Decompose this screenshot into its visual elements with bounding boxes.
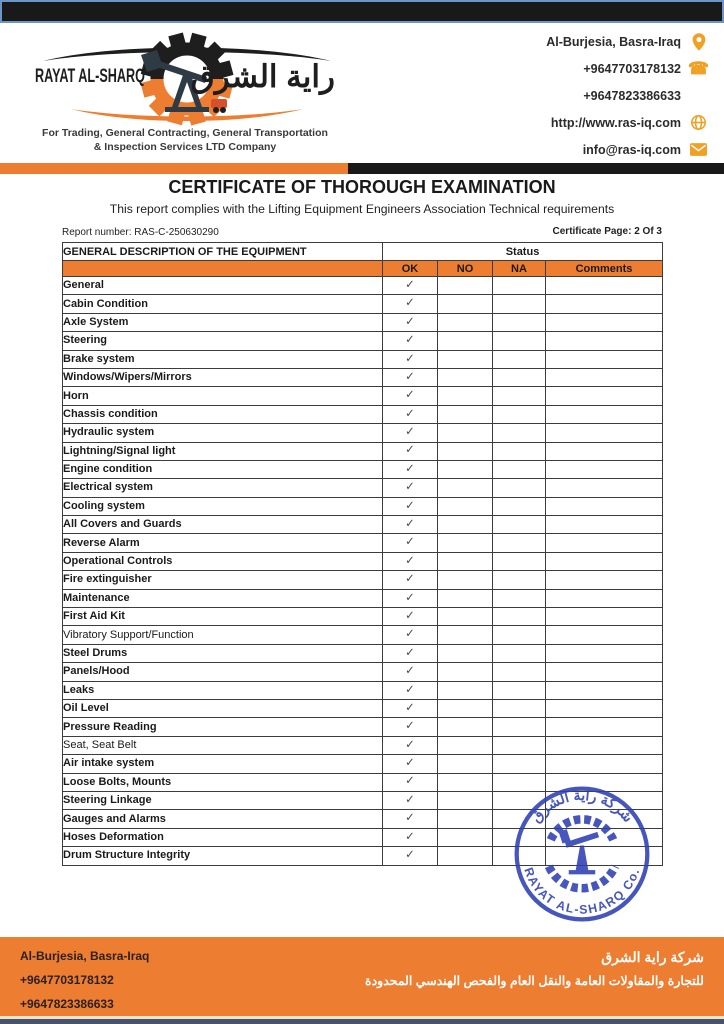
equipment-item-label: Windows/Wipers/Mirrors (63, 368, 383, 386)
equipment-item-label: Vibratory Support/Function (63, 626, 383, 644)
status-cell-comments (546, 387, 663, 405)
status-cell-na (493, 516, 546, 534)
equipment-item-label: Cabin Condition (63, 295, 383, 313)
equipment-item-label: Seat, Seat Belt (63, 736, 383, 754)
table-row (63, 626, 663, 644)
status-cell-ok-checked: ✓ (383, 718, 438, 736)
status-cell-ok-checked: ✓ (383, 387, 438, 405)
status-cell-na (493, 552, 546, 570)
status-cell-ok-checked: ✓ (383, 534, 438, 552)
table-row (63, 313, 663, 331)
status-cell-no (438, 332, 493, 350)
table-row (63, 295, 663, 313)
equipment-item-label: Axle System (63, 313, 383, 331)
column-header-comments: Comments (546, 261, 663, 277)
status-cell-na (493, 295, 546, 313)
status-cell-ok-checked: ✓ (383, 755, 438, 773)
status-cell-no (438, 387, 493, 405)
status-cell-no (438, 755, 493, 773)
status-cell-no (438, 460, 493, 478)
status-cell-ok-checked: ✓ (383, 847, 438, 865)
status-cell-no (438, 828, 493, 846)
status-cell-no (438, 608, 493, 626)
footer-company-name-ar: شركة راية الشرق (601, 949, 704, 965)
equipment-item-label: All Covers and Guards (63, 516, 383, 534)
status-cell-ok-checked: ✓ (383, 791, 438, 809)
table-row (63, 405, 663, 423)
equipment-item-label: Brake system (63, 350, 383, 368)
status-cell-ok-checked: ✓ (383, 681, 438, 699)
contact-email[interactable] (546, 136, 708, 163)
table-row (63, 571, 663, 589)
equipment-item-label: Steering (63, 332, 383, 350)
stamp-arabic-text: شركة راية الشرق (528, 787, 636, 826)
status-cell-comments (546, 589, 663, 607)
equipment-item-label: Leaks (63, 681, 383, 699)
status-cell-comments (546, 681, 663, 699)
status-cell-no (438, 497, 493, 515)
status-cell-no (438, 589, 493, 607)
status-cell-ok-checked: ✓ (383, 516, 438, 534)
status-cell-na (493, 589, 546, 607)
status-header: Status (383, 243, 663, 261)
status-cell-na (493, 350, 546, 368)
report-number: Report number: RAS-C-250630290 (62, 227, 219, 238)
equipment-item-label: Hoses Deformation (63, 828, 383, 846)
globe-icon (689, 113, 708, 132)
column-header-na: NA (493, 261, 546, 277)
description-header-orange-cell (63, 261, 383, 277)
status-cell-na (493, 313, 546, 331)
status-cell-no (438, 534, 493, 552)
equipment-item-label: Lightning/Signal light (63, 442, 383, 460)
status-cell-na (493, 424, 546, 442)
status-cell-ok-checked: ✓ (383, 626, 438, 644)
equipment-item-label: Loose Bolts, Mounts (63, 773, 383, 791)
status-cell-ok-checked: ✓ (383, 608, 438, 626)
status-cell-ok-checked: ✓ (383, 424, 438, 442)
equipment-item-label: Cooling system (63, 497, 383, 515)
equipment-item-label: Gauges and Alarms (63, 810, 383, 828)
table-row (63, 368, 663, 386)
status-cell-ok-checked: ✓ (383, 773, 438, 791)
status-cell-comments (546, 552, 663, 570)
status-cell-comments (546, 755, 663, 773)
certificate-page-label: Certificate Page: 2 Of 3 (552, 226, 662, 237)
footer-phone2: +9647823386633 (20, 997, 114, 1011)
bottom-navy-strip (0, 1019, 724, 1024)
status-cell-comments (546, 534, 663, 552)
status-cell-no (438, 442, 493, 460)
equipment-item-label: Drum Structure Integrity (63, 847, 383, 865)
equipment-item-label: Hydraulic system (63, 424, 383, 442)
status-cell-na (493, 608, 546, 626)
column-header-ok: OK (383, 261, 438, 277)
contact-address (546, 28, 708, 55)
status-cell-na (493, 277, 546, 295)
equipment-item-label: Electrical system (63, 479, 383, 497)
status-cell-ok-checked: ✓ (383, 277, 438, 295)
status-cell-na (493, 644, 546, 662)
status-cell-na (493, 534, 546, 552)
equipment-item-label: Steel Drums (63, 644, 383, 662)
contact-website-text[interactable]: http://www.ras-iq.com (550, 115, 681, 130)
status-cell-comments (546, 644, 663, 662)
status-cell-comments (546, 516, 663, 534)
status-cell-na (493, 699, 546, 717)
table-row (63, 589, 663, 607)
status-cell-na (493, 497, 546, 515)
status-cell-no (438, 699, 493, 717)
table-row (63, 736, 663, 754)
footer-address: Al-Burjesia, Basra-Iraq (20, 949, 150, 963)
equipment-item-label: Pressure Reading (63, 718, 383, 736)
status-cell-comments (546, 626, 663, 644)
status-cell-comments (546, 718, 663, 736)
equipment-item-label: Steering Linkage (63, 791, 383, 809)
footer-phone1: +9647703178132 (20, 973, 114, 987)
status-cell-na (493, 663, 546, 681)
equipment-item-label: Oil Level (63, 699, 383, 717)
status-cell-no (438, 277, 493, 295)
status-cell-ok-checked: ✓ (383, 552, 438, 570)
status-cell-no (438, 571, 493, 589)
status-cell-ok-checked: ✓ (383, 405, 438, 423)
status-cell-ok-checked: ✓ (383, 350, 438, 368)
status-cell-comments (546, 571, 663, 589)
equipment-item-label: Chassis condition (63, 405, 383, 423)
status-cell-ok-checked: ✓ (383, 828, 438, 846)
contact-website[interactable] (546, 109, 708, 136)
status-cell-ok-checked: ✓ (383, 368, 438, 386)
stamp-gear-and-pump-icon (549, 819, 615, 888)
status-cell-comments (546, 405, 663, 423)
table-row (63, 479, 663, 497)
table-header-row-2 (63, 261, 663, 277)
status-cell-no (438, 405, 493, 423)
status-cell-no (438, 847, 493, 865)
equipment-item-label: Engine condition (63, 460, 383, 478)
location-pin-icon (689, 32, 708, 51)
equipment-inspection-table (62, 242, 663, 866)
equipment-table-body (63, 277, 663, 866)
table-row (63, 718, 663, 736)
column-header-no: NO (438, 261, 493, 277)
status-cell-ok-checked: ✓ (383, 699, 438, 717)
status-cell-ok-checked: ✓ (383, 479, 438, 497)
divider-orange-bar (0, 163, 348, 174)
company-logo (35, 29, 335, 129)
table-row (63, 332, 663, 350)
status-cell-ok-checked: ✓ (383, 663, 438, 681)
table-row (63, 387, 663, 405)
equipment-item-label: Maintenance (63, 589, 383, 607)
status-cell-ok-checked: ✓ (383, 571, 438, 589)
tagline-line1: For Trading, General Contracting, General Transportation (42, 127, 328, 139)
contact-email-text[interactable]: info@ras-iq.com (582, 142, 681, 157)
table-row (63, 608, 663, 626)
status-cell-comments (546, 424, 663, 442)
envelope-icon (689, 140, 708, 159)
equipment-item-label: Horn (63, 387, 383, 405)
status-cell-no (438, 552, 493, 570)
contact-phone2-text: +9647823386633 (583, 88, 681, 103)
phone-icon: ☎ (687, 59, 710, 78)
table-header-row-1 (63, 243, 663, 261)
status-cell-na (493, 626, 546, 644)
status-cell-na (493, 442, 546, 460)
table-row (63, 644, 663, 662)
equipment-item-label: Operational Controls (63, 552, 383, 570)
equipment-item-label: Air intake system (63, 755, 383, 773)
status-cell-no (438, 810, 493, 828)
table-row (63, 460, 663, 478)
table-row (63, 699, 663, 717)
status-cell-no (438, 368, 493, 386)
table-row (63, 552, 663, 570)
status-cell-ok-checked: ✓ (383, 736, 438, 754)
status-cell-na (493, 755, 546, 773)
status-cell-na (493, 405, 546, 423)
status-cell-no (438, 516, 493, 534)
status-cell-comments (546, 295, 663, 313)
company-name-ar: راية الشرق (190, 59, 335, 94)
status-cell-comments (546, 736, 663, 754)
status-cell-comments (546, 332, 663, 350)
table-row (63, 497, 663, 515)
status-cell-ok-checked: ✓ (383, 644, 438, 662)
status-cell-comments (546, 460, 663, 478)
status-cell-na (493, 718, 546, 736)
table-row (63, 681, 663, 699)
equipment-item-label: First Aid Kit (63, 608, 383, 626)
status-cell-comments (546, 608, 663, 626)
status-cell-no (438, 663, 493, 681)
empty-icon-slot (689, 86, 708, 105)
status-cell-no (438, 295, 493, 313)
status-cell-comments (546, 497, 663, 515)
status-cell-ok-checked: ✓ (383, 332, 438, 350)
status-cell-comments (546, 368, 663, 386)
equipment-item-label: General (63, 277, 383, 295)
svg-text:شركة راية الشرق (528, 788, 636, 826)
contact-block (546, 28, 708, 163)
footer-bar (0, 937, 724, 1016)
status-cell-no (438, 773, 493, 791)
footer-contact-block (20, 944, 149, 1016)
status-cell-no (438, 644, 493, 662)
status-cell-na (493, 479, 546, 497)
logo-graphic (35, 29, 335, 129)
status-cell-ok-checked: ✓ (383, 497, 438, 515)
status-cell-na (493, 571, 546, 589)
status-cell-na (493, 332, 546, 350)
footer-company-desc-ar: للتجارة والمقاولات العامة والنقل العام والفحص الهندسي المحدودة (365, 974, 704, 988)
footer-company-arabic-block (365, 945, 704, 993)
contact-phone1-text: +9647703178132 (583, 61, 681, 76)
status-cell-no (438, 424, 493, 442)
status-cell-comments (546, 479, 663, 497)
company-name-en: RAYAT AL-SHARQ (35, 66, 145, 87)
table-row (63, 350, 663, 368)
contact-phone1 (546, 55, 708, 82)
status-cell-comments (546, 277, 663, 295)
equipment-item-label: Reverse Alarm (63, 534, 383, 552)
table-row (63, 424, 663, 442)
table-row (63, 534, 663, 552)
stamp-english-text: RAYAT AL-SHARQ Co. (521, 865, 643, 917)
equipment-item-label: Panels/Hood (63, 663, 383, 681)
status-cell-no (438, 479, 493, 497)
status-cell-comments (546, 313, 663, 331)
status-cell-no (438, 350, 493, 368)
contact-address-text: Al-Burjesia, Basra-Iraq (546, 34, 681, 49)
description-header: GENERAL DESCRIPTION OF THE EQUIPMENT (63, 243, 383, 261)
table-row (63, 663, 663, 681)
company-tagline (20, 126, 350, 154)
status-cell-no (438, 313, 493, 331)
status-cell-ok-checked: ✓ (383, 313, 438, 331)
top-header-bar (0, 0, 724, 23)
status-cell-no (438, 626, 493, 644)
equipment-item-label: Fire extinguisher (63, 571, 383, 589)
status-cell-ok-checked: ✓ (383, 810, 438, 828)
table-row (63, 442, 663, 460)
certificate-title: CERTIFICATE OF THOROUGH EXAMINATION (168, 177, 556, 197)
status-cell-na (493, 736, 546, 754)
divider-black-bar (348, 163, 724, 174)
certificate-subtitle: This report complies with the Lifting Equipment Engineers Association Technical requirements (109, 202, 615, 216)
status-cell-na (493, 460, 546, 478)
table-row (63, 516, 663, 534)
status-cell-comments (546, 442, 663, 460)
contact-phone2 (546, 82, 708, 109)
table-row (63, 755, 663, 773)
status-cell-comments (546, 663, 663, 681)
status-cell-comments (546, 350, 663, 368)
status-cell-no (438, 718, 493, 736)
status-cell-ok-checked: ✓ (383, 442, 438, 460)
status-cell-no (438, 681, 493, 699)
status-cell-comments (546, 699, 663, 717)
tagline-line2: & Inspection Services LTD Company (93, 141, 277, 153)
status-cell-na (493, 681, 546, 699)
company-stamp (511, 783, 653, 925)
status-cell-no (438, 791, 493, 809)
status-cell-na (493, 368, 546, 386)
status-cell-no (438, 736, 493, 754)
status-cell-ok-checked: ✓ (383, 589, 438, 607)
table-row (63, 277, 663, 295)
status-cell-na (493, 387, 546, 405)
status-cell-ok-checked: ✓ (383, 460, 438, 478)
status-cell-ok-checked: ✓ (383, 295, 438, 313)
